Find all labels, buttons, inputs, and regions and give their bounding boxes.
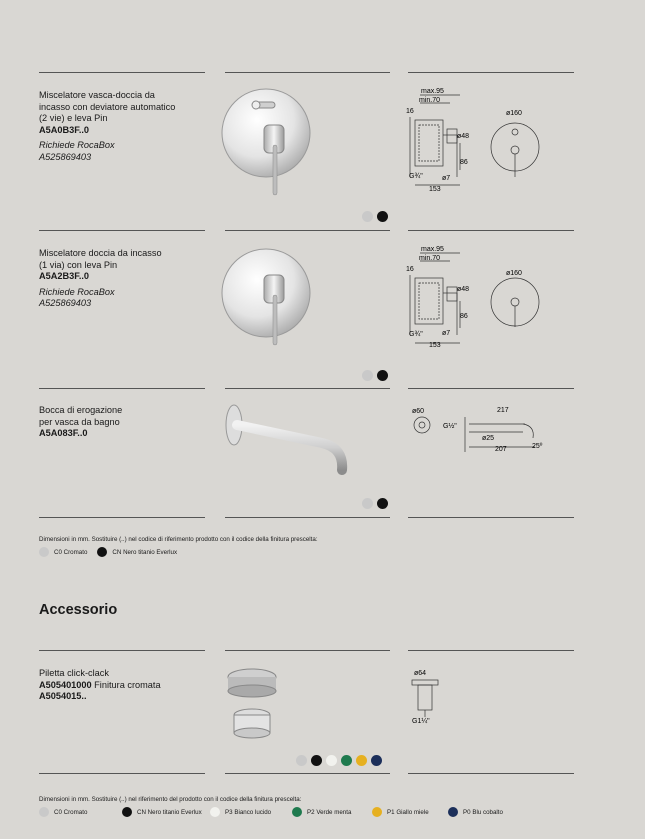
legend-code: P3 bbox=[225, 808, 233, 816]
dim-max: max.95 bbox=[421, 88, 444, 95]
finish-swatches bbox=[362, 498, 388, 509]
technical-drawing-side bbox=[405, 85, 485, 195]
requires-label: Richiede RocaBox bbox=[39, 140, 115, 150]
product-image-drain bbox=[222, 665, 282, 745]
dim-16: 16 bbox=[406, 108, 414, 115]
divider bbox=[225, 517, 390, 518]
swatch-white[interactable] bbox=[326, 755, 337, 766]
technical-drawing-drain bbox=[405, 665, 455, 725]
legend-dot bbox=[39, 547, 49, 557]
finish-legend bbox=[39, 547, 177, 557]
dim-d25: ø25 bbox=[482, 435, 495, 442]
dim-angle: 25º bbox=[532, 443, 543, 450]
product-name-line: Bocca di erogazione bbox=[39, 405, 123, 415]
product-description bbox=[39, 90, 175, 163]
swatch-chrome[interactable] bbox=[362, 498, 373, 509]
divider bbox=[225, 72, 390, 73]
legend-label: Cromato bbox=[63, 548, 88, 556]
legend-label: Verde menta bbox=[316, 808, 352, 816]
accessory-finish: Finitura cromata bbox=[91, 679, 161, 690]
accessory-name: Piletta click-clack bbox=[39, 668, 109, 678]
requires-code: A525869403 bbox=[39, 298, 92, 308]
dim-153: 153 bbox=[429, 186, 441, 193]
dim-86: 86 bbox=[460, 313, 468, 320]
dim-16: 16 bbox=[406, 266, 414, 273]
divider bbox=[39, 773, 205, 774]
dim-d7: ø7 bbox=[442, 175, 451, 182]
legend-label: Blu cobalto bbox=[472, 808, 503, 816]
legend-label: Giallo miele bbox=[396, 808, 429, 816]
legend-dot bbox=[372, 807, 382, 817]
dim-217: 217 bbox=[497, 407, 509, 414]
legend-dot bbox=[97, 547, 107, 557]
legend-code: C0 bbox=[54, 808, 62, 816]
dim-g: G¾" bbox=[409, 173, 423, 180]
divider bbox=[39, 72, 205, 73]
swatch-black[interactable] bbox=[377, 370, 388, 381]
legend-label: Nero titanio Everlux bbox=[147, 808, 202, 816]
divider bbox=[408, 230, 574, 231]
finish-swatches bbox=[296, 755, 382, 766]
product-description bbox=[39, 248, 162, 310]
dim-max: max.95 bbox=[421, 246, 444, 253]
dim-153: 153 bbox=[429, 342, 441, 349]
divider bbox=[408, 517, 574, 518]
dim-min: min.70 bbox=[419, 97, 441, 104]
product-code: A5A2B3F..0 bbox=[39, 271, 90, 281]
dim-g: G1¼" bbox=[412, 718, 430, 725]
legend-dot bbox=[448, 807, 458, 817]
legend-dot bbox=[292, 807, 302, 817]
product-name-line: (1 via) con leva Pin bbox=[39, 259, 118, 270]
dim-86: 86 bbox=[460, 159, 468, 166]
product-name-line: Miscelatore vasca-doccia da bbox=[39, 90, 155, 100]
dim-g: G¾" bbox=[409, 331, 423, 338]
requires-label: Richiede RocaBox bbox=[39, 286, 115, 297]
accessory-code: A505401000 bbox=[39, 679, 92, 690]
legend-label: Nero titanio Everlux bbox=[123, 548, 178, 556]
swatch-black[interactable] bbox=[377, 498, 388, 509]
product-name-line: Miscelatore doccia da incasso bbox=[39, 248, 162, 258]
technical-drawing-side bbox=[405, 243, 485, 353]
divider bbox=[408, 72, 574, 73]
legend-label: Cromato bbox=[63, 808, 88, 816]
divider bbox=[39, 517, 205, 518]
divider bbox=[39, 650, 205, 651]
product-image-mixer-2way bbox=[218, 85, 318, 200]
technical-drawing-front bbox=[485, 105, 545, 180]
divider bbox=[225, 650, 390, 651]
legend-item-c0 bbox=[39, 807, 122, 817]
divider bbox=[408, 388, 574, 389]
dim-d48: ø48 bbox=[457, 133, 470, 140]
legend-dot bbox=[39, 807, 49, 817]
finish-legend bbox=[39, 807, 503, 817]
dim-d160: ø160 bbox=[506, 270, 522, 277]
product-name-line: incasso con deviatore automatico bbox=[39, 101, 176, 112]
dim-207: 207 bbox=[495, 446, 507, 453]
accessory-description bbox=[39, 668, 161, 703]
product-name-line: per vasca da bagno bbox=[39, 416, 120, 427]
divider bbox=[225, 773, 390, 774]
legend-item-p3 bbox=[210, 807, 292, 817]
technical-drawing-spout bbox=[405, 402, 555, 462]
technical-drawing-front bbox=[485, 265, 545, 335]
swatch-yellow[interactable] bbox=[356, 755, 367, 766]
divider bbox=[408, 650, 574, 651]
product-code: A5A083F..0 bbox=[39, 428, 88, 438]
divider bbox=[225, 388, 390, 389]
dim-min: min.70 bbox=[419, 255, 441, 262]
legend-item-p1 bbox=[372, 807, 448, 817]
product-name-line: (2 vie) e leva Pin bbox=[39, 113, 108, 123]
product-description bbox=[39, 405, 122, 440]
swatch-chrome[interactable] bbox=[296, 755, 307, 766]
legend-code: CN bbox=[137, 808, 146, 816]
legend-item-p0 bbox=[448, 807, 503, 817]
dim-g: G½" bbox=[443, 423, 457, 430]
swatch-chrome[interactable] bbox=[362, 370, 373, 381]
legend-code: P1 bbox=[387, 808, 395, 816]
product-image-spout bbox=[222, 400, 352, 480]
dim-d48: ø48 bbox=[457, 286, 470, 293]
legend-code: C0 bbox=[54, 548, 62, 556]
divider bbox=[39, 230, 205, 231]
accessory-code-2: A5054015.. bbox=[39, 691, 87, 701]
legend-item-p2 bbox=[292, 807, 372, 817]
section-title: Accessorio bbox=[39, 602, 118, 618]
divider bbox=[39, 388, 205, 389]
legend-item-cn bbox=[122, 807, 210, 817]
product-image-mixer-1way bbox=[218, 245, 318, 360]
finish-swatches bbox=[362, 211, 388, 222]
dimensions-note: Dimensioni in mm. Sostituire (..) nel riferimento del prodotto con il codice della finitura prescelta: bbox=[39, 796, 302, 803]
legend-label: Bianco lucido bbox=[234, 808, 272, 816]
finish-swatches bbox=[362, 370, 388, 381]
dim-d7: ø7 bbox=[442, 330, 451, 337]
legend-item-c0 bbox=[39, 547, 87, 557]
divider bbox=[225, 230, 390, 231]
dim-d160: ø160 bbox=[506, 110, 522, 117]
swatch-black[interactable] bbox=[377, 211, 388, 222]
legend-dot bbox=[210, 807, 220, 817]
requires-code: A525869403 bbox=[39, 151, 92, 162]
legend-code: CN bbox=[112, 548, 122, 556]
swatch-blue[interactable] bbox=[371, 755, 382, 766]
dim-d64: ø64 bbox=[414, 670, 427, 677]
swatch-green[interactable] bbox=[341, 755, 352, 766]
dimensions-note: Dimensioni in mm. Sostituire (..) nel codice di riferimento prodotto con il codice della finitura prescelta: bbox=[39, 536, 318, 543]
legend-code: P2 bbox=[307, 808, 315, 816]
legend-dot bbox=[122, 807, 132, 817]
legend-code: P0 bbox=[463, 808, 471, 816]
dim-d60: ø60 bbox=[412, 408, 425, 415]
swatch-black[interactable] bbox=[311, 755, 322, 766]
product-code: A5A0B3F..0 bbox=[39, 124, 90, 135]
divider bbox=[408, 773, 574, 774]
swatch-chrome[interactable] bbox=[362, 211, 373, 222]
legend-item-cn bbox=[97, 547, 177, 557]
